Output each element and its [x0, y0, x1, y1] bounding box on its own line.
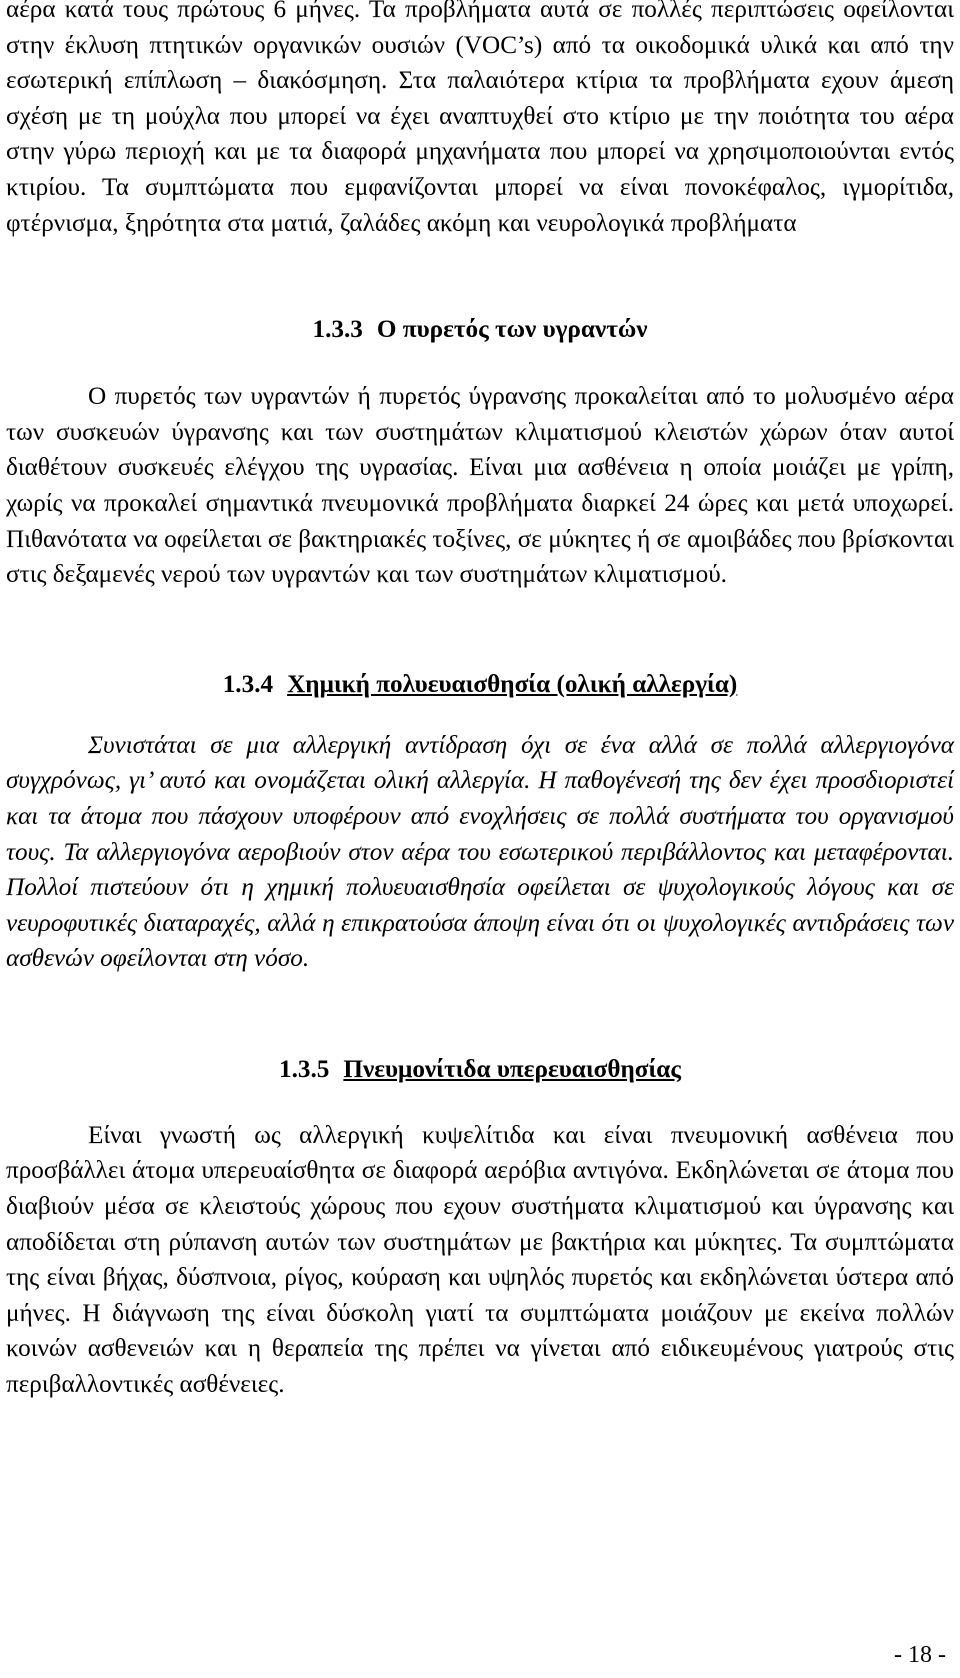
section-heading-1-3-5: [6, 1054, 954, 1086]
section-body-1-3-4: Συνιστάται σε μια αλλεργική αντίδραση όχι σε ένα αλλά σε πολλά αλλεργιογόνα συγχρόνως, γι’ αυτό και ονομάζεται ολική αλλεργία. Η παθογένεσή της δεν έχει προσδιοριστεί και τα άτομα που πάσχουν υποφέρουν από ενοχλήσεις σε πολλά συστήματα του οργανισμού τους. Τα αλλεργιογόνα αεροβιούν στον αέρα του εσωτερικού περιβάλλοντος και μεταφέρονται. Πολλοί πιστεύουν ότι η χημική πολυευαισθησία οφείλεται σε ψυχολογικούς λόγους και σε νευροφυτικές διαταραχές, αλλά η επικρατούσα άποψη είναι ότι οι ψυχολογικές αντιδράσεις των ασθενών οφείλονται στη νόσο.: [6, 731, 954, 973]
section-body-1-3-3: Ο πυρετός των υγραντών ή πυρετός ύγρανσης προκαλείται από το μολυσμένο αέρα των συσκευών ύγρανσης και των συστημάτων κλιματισμού κλειστών χώρων όταν αυτοί διαθέτουν συσκευές ελέγχου της υγρασίας. Είναι μια ασθένεια η οποία μοιάζει με γρίπη, χωρίς να προκαλεί σημαντικά πνευμονικά προβλήματα διαρκεί 24 ώρες και μετά υποχωρεί. Πιθανότατα να οφείλεται σε βακτηριακές τοξίνες, σε μύκητες ή σε αμοιβάδες που βρίσκονται στις δεξαμενές νερού των υγραντών και των συστημάτων κλιματισμού.: [6, 383, 954, 589]
page-number: - 18 -: [894, 1642, 946, 1668]
section-title: Ο πυρετός των υγραντών: [376, 316, 648, 344]
document-page: [6, 0, 954, 1403]
section-heading-1-3-3: [6, 314, 954, 346]
section-number: 1.3.5: [279, 1055, 330, 1083]
section-number: 1.3.4: [222, 670, 274, 698]
intro-paragraph: αέρα κατά τους πρώτους 6 μήνες. Τα προβλήματα αυτά σε πολλές περιπτώσεις οφείλονται στην έκλυση πτητικών οργανικών ουσιών (VOC’s) από τα οικοδομικά υλικά και από την εσωτερική επίπλωση – διακόσμηση. Στα παλαιότερα κτίρια τα προβλήματα εχουν άμεση σχέση με τη μούχλα που μπορεί να έχει αναπτυχθεί στο κτίριο με την ποιότητα του αέρα στην γύρω περιοχή και με τα διαφορά μηχανήματα που μπορεί να χρησιμοποιούνται εντός κτιρίου. Τα συμπτώματα που εμφανίζονται μπορεί να είναι πονοκέφαλος, ιγμορίτιδα, φτέρνισμα, ξηρότητα στα ματιά, ζαλάδες ακόμη και νευρολογικά προβλήματα: [6, 0, 954, 237]
section-title: Πνευμονίτιδα υπερευαισθησίας: [343, 1055, 681, 1083]
section-heading-1-3-4: [6, 669, 954, 701]
section-title: Χημική πολυευαισθησία (ολική αλλεργία): [287, 670, 738, 698]
section-body-1-3-5: Είναι γνωστή ως αλλεργική κυψελίτιδα και είναι πνευμονική ασθένεια που προσβάλλει άτομα υπερευαίσθητα σε διαφορά αερόβια αντιγόνα. Εκδηλώνεται σε άτομα που διαβιούν μέσα σε κλειστούς χώρους που εχουν συστήματα κλιματισμού και ύγρανσης και αποδίδεται στη ρύπανση αυτών των συστημάτων με βακτήρια και μύκητες. Τα συμπτώματα της είναι βήχας, δύσπνοια, ρίγος, κούραση και υψηλός πυρετός και εκδηλώνεται ύστερα από μήνες. Η διάγνωση της είναι δύσκολη γιατί τα συμπτώματα μοιάζουν με εκείνα πολλών κοινών ασθενειών και η θεραπεία της πρέπει να γίνεται από ειδικευμένους γιατρούς στις περιβαλλοντικές ασθένειες.: [6, 1121, 954, 1399]
section-number: 1.3.3: [312, 316, 363, 344]
